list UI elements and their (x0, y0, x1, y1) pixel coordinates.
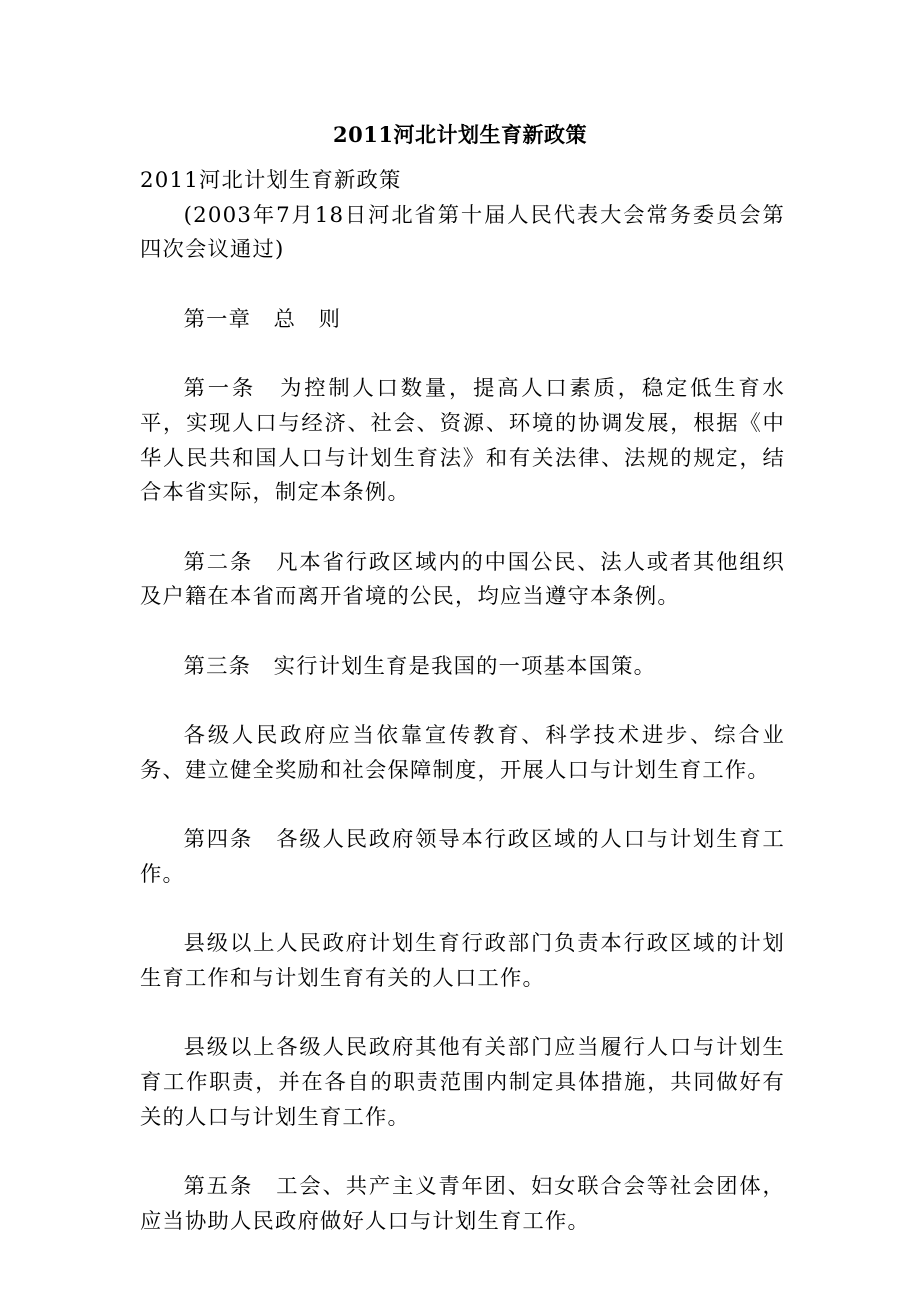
article-2: 第二条 凡本省行政区域内的中国公民、法人或者其他组织及户籍在本省而离开省境的公民，均应当遵守本条例。 (140, 549, 785, 610)
article-4-clause-2: 县级以上各级人民政府其他有关部门应当履行人口与计划生育工作职责，并在各自的职责范围内制定具体措施，共同做好有关的人口与计划生育工作。 (140, 1035, 785, 1130)
article-5: 第五条 工会、共产主义青年团、妇女联合会等社会团体，应当协助人民政府做好人口与计划生育工作。 (140, 1174, 785, 1234)
article-4-clause-1: 县级以上人民政府计划生育行政部门负责本行政区域的计划生育工作和与计划生育有关的人口工作。 (140, 931, 785, 992)
article-4: 第四条 各级人民政府领导本行政区域的人口与计划生育工作。 (140, 827, 785, 887)
article-3-clause: 各级人民政府应当依靠宣传教育、科学技术进步、综合业务、建立健全奖励和社会保障制度，开展人口与计划生育工作。 (140, 723, 785, 783)
article-1: 第一条 为控制人口数量，提高人口素质，稳定低生育水平，实现人口与经济、社会、资源、环境的协调发展，根据《中华人民共和国人口与计划生育法》和有关法律、法规的规定，结合本省实际，制定本条例。 (140, 376, 785, 506)
adoption-note: (2003年7月18日河北省第十届人民代表大会常务委员会第四次会议通过) (140, 202, 785, 263)
document-subtitle: 2011河北计划生育新政策 (140, 168, 402, 193)
document-title: 2011河北计划生育新政策 (333, 122, 587, 147)
document-body (140, 164, 785, 1240)
chapter-heading: 第一章 总 则 (183, 306, 342, 332)
article-3: 第三条 实行计划生育是我国的一项基本国策。 (183, 653, 657, 679)
